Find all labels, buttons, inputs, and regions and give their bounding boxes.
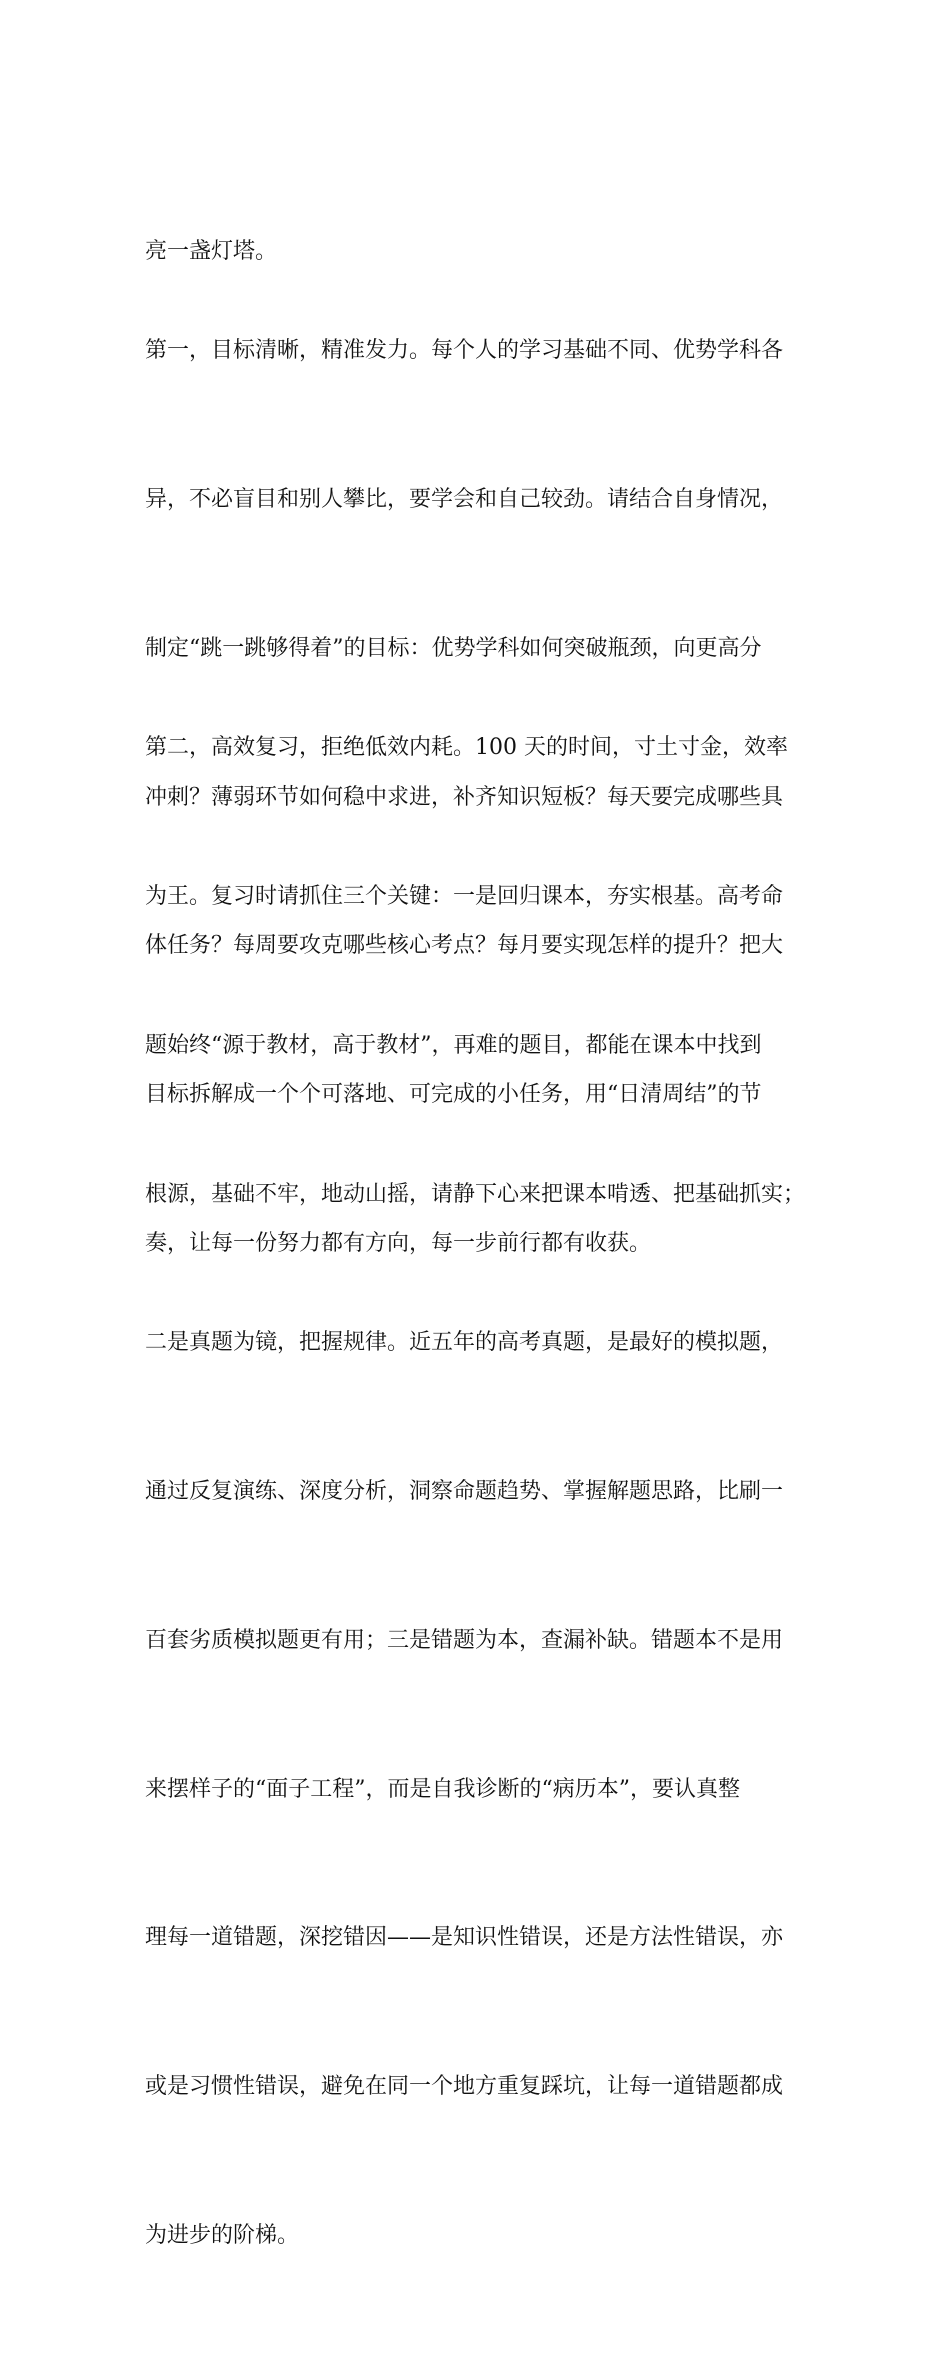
text-line: 通过反复演练、深度分析，洞察命题趋势、掌握解题思路，比刷一 (145, 1479, 784, 1505)
text-line: 体任务？每周要攻克哪些核心考点？每月要实现怎样的提升？把大 (145, 933, 784, 959)
text-line: 第二，高效复习，拒绝低效内耗。100 天的时间，寸土寸金，效率 (145, 735, 788, 761)
text-line: 或是习惯性错误，避免在同一个地方重复踩坑，让每一道错题都成 (145, 2074, 784, 2100)
text-line: 目标拆解成一个个可落地、可完成的小任务，用“日清周结”的节 (145, 1082, 762, 1108)
text-line: 亮一盏灯塔。 (145, 239, 278, 265)
text-line: 二是真题为镜，把握规律。近五年的高考真题，是最好的模拟题， (145, 1330, 784, 1356)
text-line: 根源，基础不牢，地动山摇，请静下心来把课本啃透、把基础抓实； (145, 1181, 806, 1207)
text-line: 理每一道错题，深挖错因——是知识性错误，还是方法性错误，亦 (145, 1925, 784, 1951)
text-line: 为进步的阶梯。 (145, 2223, 300, 2248)
text-line: 为王。复习时请抓住三个关键：一是回归课本，夯实根基。高考命 (145, 883, 784, 909)
text-line: 奏，让每一份努力都有方向，每一步前行都有收获。 (145, 1230, 652, 1256)
text-line: 异，不必盲目和别人攀比，要学会和自己较劲。请结合自身情况， (145, 486, 784, 512)
text-line: 题始终“源于教材，高于教材”，再难的题目，都能在课本中找到 (145, 1032, 762, 1058)
text-line: 百套劣质模拟题更有用；三是错题为本，查漏补缺。错题本不是用 (145, 1627, 784, 1653)
paragraph-efficient-review (145, 624, 817, 2360)
text-line: 第一，目标清晰，精准发力。每个人的学习基础不同、优势学科各 (145, 338, 784, 364)
text-line: 来摆样子的“面子工程”，而是自我诊断的“病历本”，要认真整 (145, 1776, 740, 1802)
text-line: 制定“跳一跳够得着”的目标：优势学科如何突破瓶颈，向更高分 (145, 635, 762, 661)
text-line: 冲刺？薄弱环节如何稳中求进，补齐知识短板？每天要完成哪些具 (145, 784, 784, 810)
